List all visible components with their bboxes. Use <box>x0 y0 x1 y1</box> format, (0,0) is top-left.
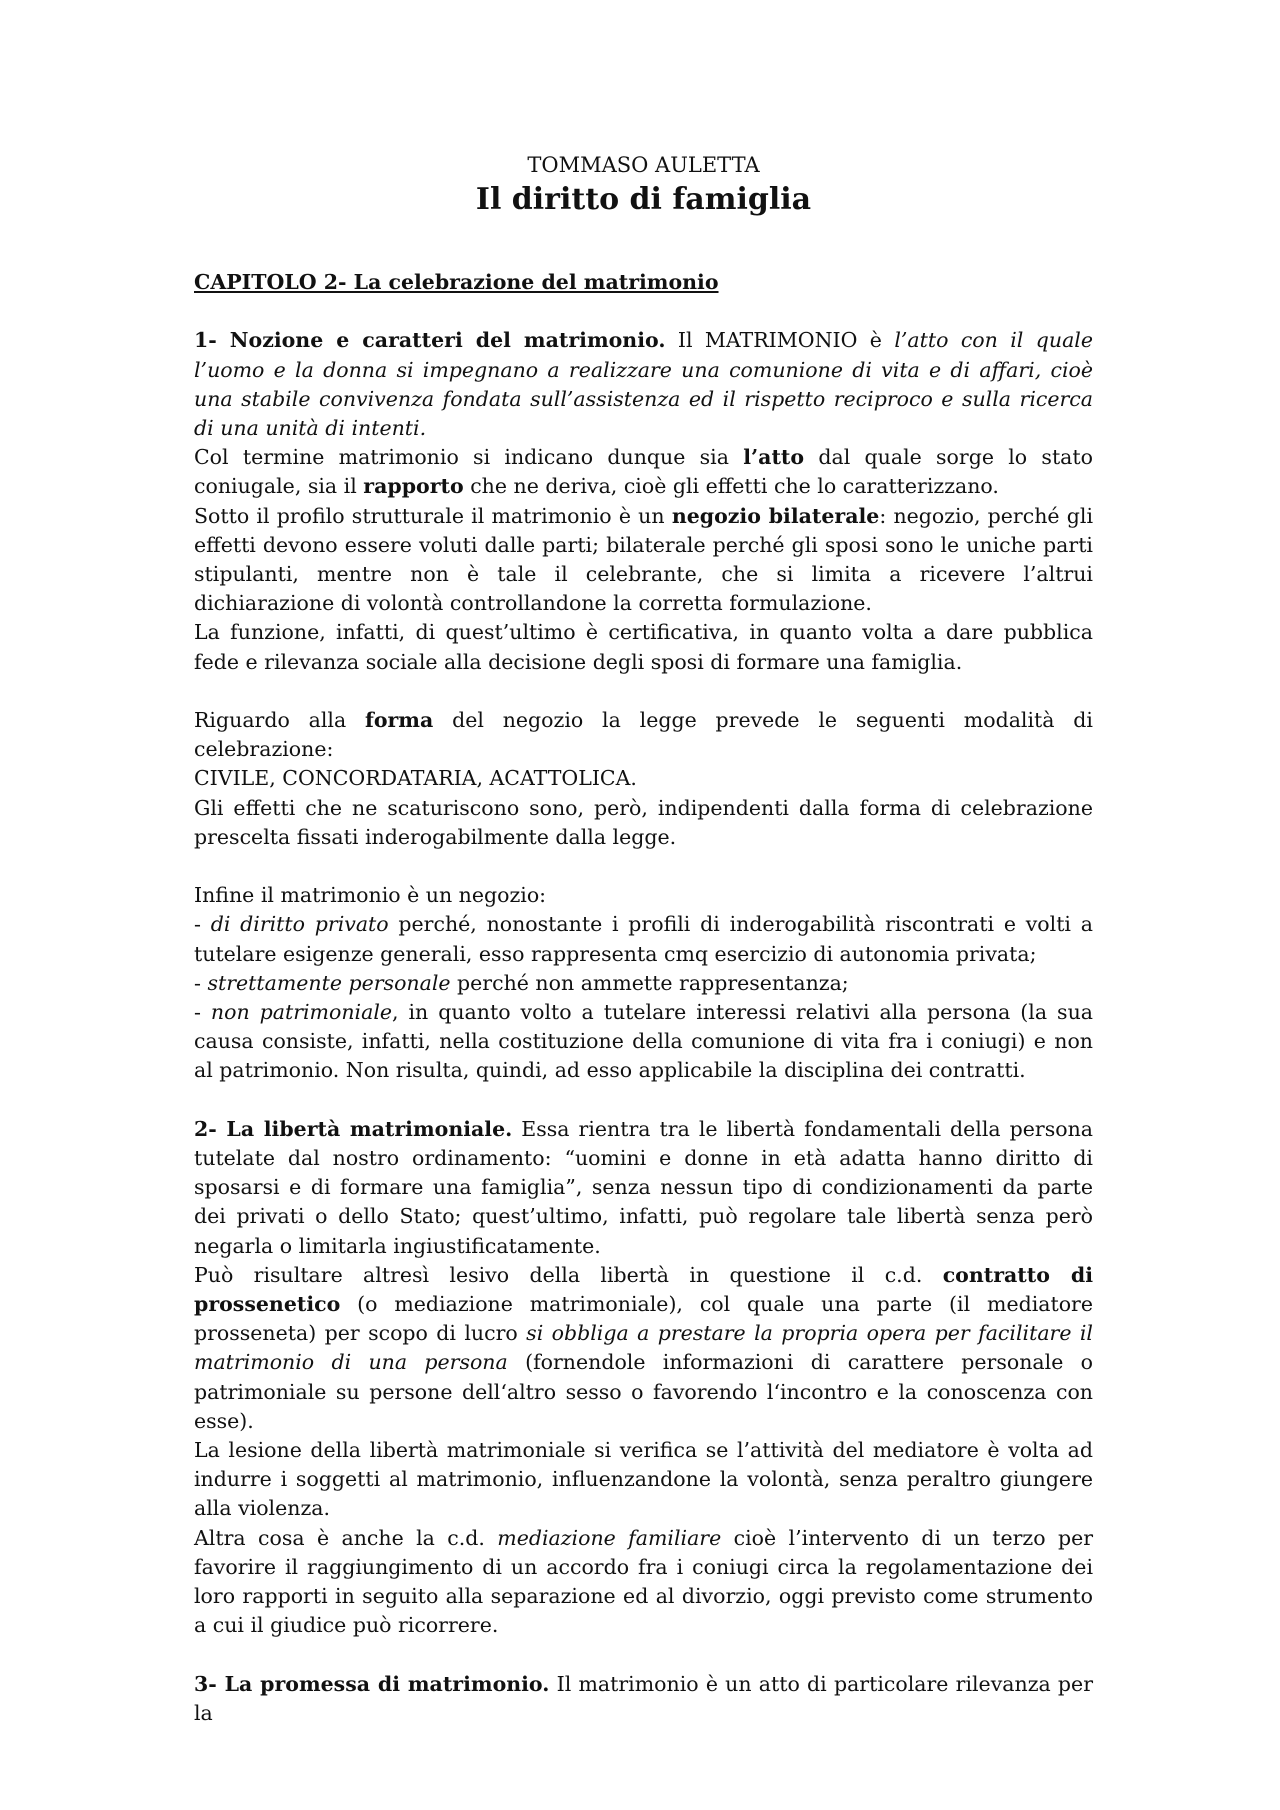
document-title: Il diritto di famiglia <box>475 182 812 217</box>
text-run: Il MATRIMONIO è <box>665 328 895 353</box>
text-run: Può risultare altresì lesivo della libertà in questione il c.d. <box>194 1262 943 1287</box>
chapter-heading: CAPITOLO 2- La celebrazione del matrimonio <box>194 270 719 294</box>
text-run: CIVILE, CONCORDATARIA, ACATTOLICA. <box>194 766 637 791</box>
text-run: del negozio la legge prevede le seguenti modalità di celebrazione: <box>194 708 1093 762</box>
author-name: TOMMASO AULETTA <box>527 153 760 177</box>
list-item <box>194 998 1093 1086</box>
text-run: Sotto il profilo strutturale il matrimonio è un <box>194 503 672 528</box>
text-run: : negozio, perché gli effetti devono essere voluti dalle parti; bilaterale perché gli sposi sono le uniche parti stipulanti, mentre non è tale il celebrante, che si limita a ricevere l’altrui dichiarazione di volontà controllandone la corretta formulazione. <box>194 503 1093 616</box>
section-2-paragraph-4 <box>194 1524 1093 1641</box>
list-item <box>194 910 1093 968</box>
text-run: perché, nonostante i profili di inderogabilità riscontrati e volti a tutelare esigenze generali, esso rappresenta cmq esercizio di autonomia privata; <box>194 912 1093 966</box>
text-run: perché non ammette rappresentanza; <box>450 970 849 995</box>
section-1-paragraph-3 <box>194 502 1093 619</box>
bold-term: forma <box>365 708 434 733</box>
text-run: , in quanto volto a tutelare interessi relativi alla persona (la sua causa consiste, infatti, nella costituzione della comunione di vita fra i coniugi) e non al patrimonio. Non risulta, quindi, ad esso applicabile la disciplina dei contratti. <box>194 1000 1093 1083</box>
italic-term: strettamente personale <box>207 970 451 995</box>
section-2-paragraph-3: La lesione della libertà matrimoniale si verifica se l’attività del mediatore è volta ad indurre i soggetti al matrimonio, influenzandone la volontà, senza peraltro giungere alla violenza. <box>194 1438 1093 1521</box>
text-run: Riguardo alla <box>194 708 365 733</box>
bold-term: contratto di prosseneticо <box>194 1262 1093 1317</box>
section-3-paragraph-1 <box>194 1670 1093 1728</box>
definition-text: l’atto con il quale l’uomo e la donna si impegnano a realizzare una comunione di vita e di affari, cioè una stabile convivenza fondata sull’assistenza ed il rispetto reciproco e sulla ricerca di una unità di intenti. <box>194 328 1093 440</box>
section-3-heading: 3- La promessa di matrimonio. <box>194 1671 550 1696</box>
section-1-paragraph-4: La funzione, infatti, di quest’ultimo è certificativa, in quanto volta a dare pubblica fede e rilevanza sociale alla decisione degli sposi di formare una famiglia. <box>194 620 1093 674</box>
bold-term: rapporto <box>363 474 464 499</box>
section-1-paragraph-2 <box>194 443 1093 501</box>
text-run: che ne deriva, cioè gli effetti che lo caratterizzano. <box>463 474 999 499</box>
text-run: (fornendole informazioni di carattere personale o patrimoniale su persone dell‘altro sesso o favorendo l‘incontro e la conoscenza con esse). <box>194 1350 1093 1433</box>
list-dash: - <box>194 912 211 937</box>
italic-term: di diritto privato <box>210 912 389 937</box>
section-1-heading: 1- Nozione e caratteri del matrimonio. <box>194 328 666 353</box>
text-run: Altra cosa è anche la c.d. <box>194 1525 498 1550</box>
section-1-paragraph-6: Gli effetti che ne scaturiscono sono, però, indipendenti dalla forma di celebrazione prescelta fissati inderogabilmente dalla legge. <box>194 795 1093 849</box>
bold-term: negozio bilaterale <box>671 503 880 528</box>
text-run: dal quale sorge lo stato coniugale, sia il <box>194 445 1093 499</box>
section-2-paragraph-2 <box>194 1261 1093 1436</box>
section-2-paragraph-1 <box>194 1115 1093 1261</box>
section-1-paragraph-5 <box>194 706 1093 794</box>
italic-term: non patrimoniale <box>210 1000 393 1025</box>
list-dash: - <box>194 970 208 995</box>
section-1-paragraph-1 <box>194 326 1093 443</box>
text-run: Essa rientra tra le libertà fondamentali della persona tutelate dal nostro ordinamento: “uomini e donne in età adatta hanno diritto di sposarsi e di formare una famiglia”, senza nessun tipo di condizionamenti da parte dei privati o dello Stato; quest’ultimo, infatti, può regolare tale libertà senza però negarla o limitarla ingiustificatamente. <box>194 1116 1093 1258</box>
text-run: Il matrimonio è un atto di particolare rilevanza per la <box>194 1671 1093 1725</box>
list-dash: - <box>194 1000 211 1025</box>
text-run: (o mediazione matrimoniale), col quale una parte (il mediatore prosseneta) per scopo di lucro <box>194 1292 1093 1346</box>
section-2-heading: 2- La libertà matrimoniale. <box>194 1116 513 1141</box>
italic-term: mediazione familiare <box>497 1525 722 1550</box>
document-page <box>194 150 1093 1728</box>
text-run: cioè l’intervento di un terzo per favorire il raggiungimento di un accordo fra i coniugi circa la regolamentazione dei loro rapporti in seguito alla separazione ed al divorzio, oggi previsto come strumento a cui il giudice può ricorrere. <box>194 1525 1094 1638</box>
section-1-paragraph-7: Infine il matrimonio è un negozio: <box>194 883 547 908</box>
italic-term: si obbliga a prestare la propria opera per facilitare il matrimonio di una persona <box>194 1321 1093 1375</box>
bold-term: l’atto <box>743 445 805 470</box>
list-item <box>194 969 1093 998</box>
text-run: Col termine matrimonio si indicano dunque sia <box>194 445 744 470</box>
